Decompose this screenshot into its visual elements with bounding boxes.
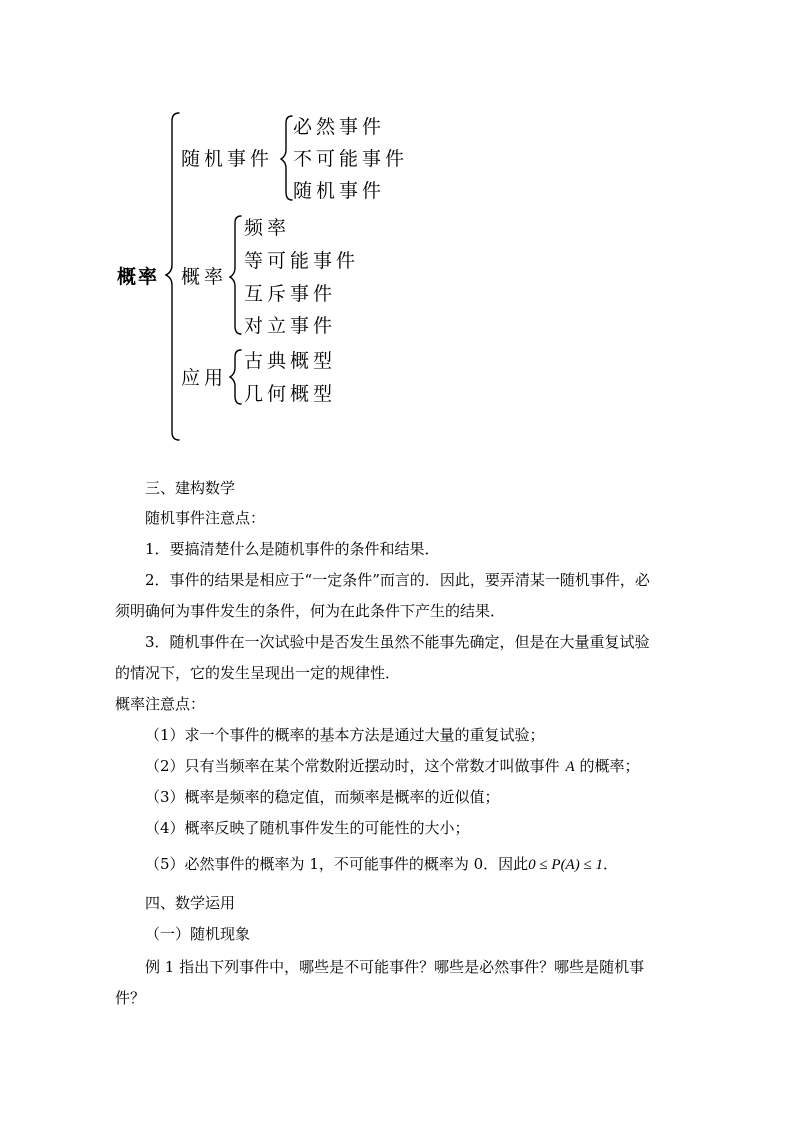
branch-probability: 概率	[181, 266, 228, 288]
note-3-line-1: 3．随机事件在一次试验中是否发生虽然不能事先确定，但是在大量重复试验	[145, 633, 650, 651]
probability-brace	[230, 216, 241, 334]
diagram-root: 概率	[117, 266, 160, 288]
note-1: 1．要搞清楚什么是随机事件的条件和结果．	[145, 540, 440, 558]
prob-note-1: （1）求一个事件的概率的基本方法是通过大量的重复试验；	[145, 726, 545, 744]
probability-structure-diagram	[0, 0, 794, 450]
prob-note-5-end: ．	[602, 855, 618, 873]
prob-note-5-text: （5）必然事件的概率为 1，不可能事件的概率为 0．因此	[145, 855, 529, 873]
section3-heading: 三、建构数学	[145, 479, 236, 497]
note-3-line-2: 的情况下，它的发生呈现出一定的规律性．	[115, 664, 401, 682]
item-impossible-event: 不可能事件	[293, 148, 409, 170]
prob-note-3: （3）概率是频率的稳定值，而频率是概率的近似值；	[145, 788, 500, 806]
brace-lines	[0, 0, 794, 450]
item-complementary-event: 对立事件	[244, 315, 337, 337]
random-notes-title: 随机事件注意点：	[145, 509, 266, 527]
item-mutually-exclusive-event: 互斥事件	[244, 283, 337, 305]
branch-random-event: 随机事件	[181, 148, 274, 170]
prob-note-2-text: （2）只有当频率在某个常数附近摆动时，这个常数才叫做事件	[145, 757, 560, 775]
section4-heading: 四、数学运用	[145, 894, 236, 912]
item-random-event: 随机事件	[293, 180, 386, 202]
prob-note-4: （4）概率反映了随机事件发生的可能性的大小；	[145, 819, 470, 837]
branch-application: 应用	[181, 367, 228, 389]
item-frequency: 频率	[244, 217, 291, 239]
section4-subheading: （一）随机现象	[145, 925, 251, 943]
note-2-line-2: 须明确何为事件发生的条件，何为在此条件下产生的结果．	[115, 602, 506, 620]
variable-a: A	[565, 759, 575, 775]
item-classical-model: 古典概型	[244, 350, 337, 372]
prob-note-2	[145, 756, 640, 777]
item-geometric-model: 几何概型	[244, 383, 337, 405]
prob-note-2-end: 的概率；	[574, 757, 640, 775]
example-1-line-1: 例 1 指出下列事件中，哪些是不可能事件？哪些是必然事件？哪些是随机事	[145, 958, 645, 976]
root-brace	[166, 113, 179, 440]
example-1-line-2: 件？	[115, 989, 146, 1007]
item-equally-likely-event: 等可能事件	[244, 250, 360, 272]
prob-notes-title: 概率注意点：	[115, 695, 206, 713]
random-event-brace	[281, 116, 292, 200]
item-certain-event: 必然事件	[293, 116, 386, 138]
application-brace	[230, 350, 241, 404]
probability-inequality: 0 ≤ P(A) ≤ 1	[528, 857, 603, 873]
note-2-line-1: 2．事件的结果是相应于“一定条件”而言的．因此，要弄清某一随机事件，必	[145, 571, 650, 589]
prob-note-5	[145, 854, 618, 875]
